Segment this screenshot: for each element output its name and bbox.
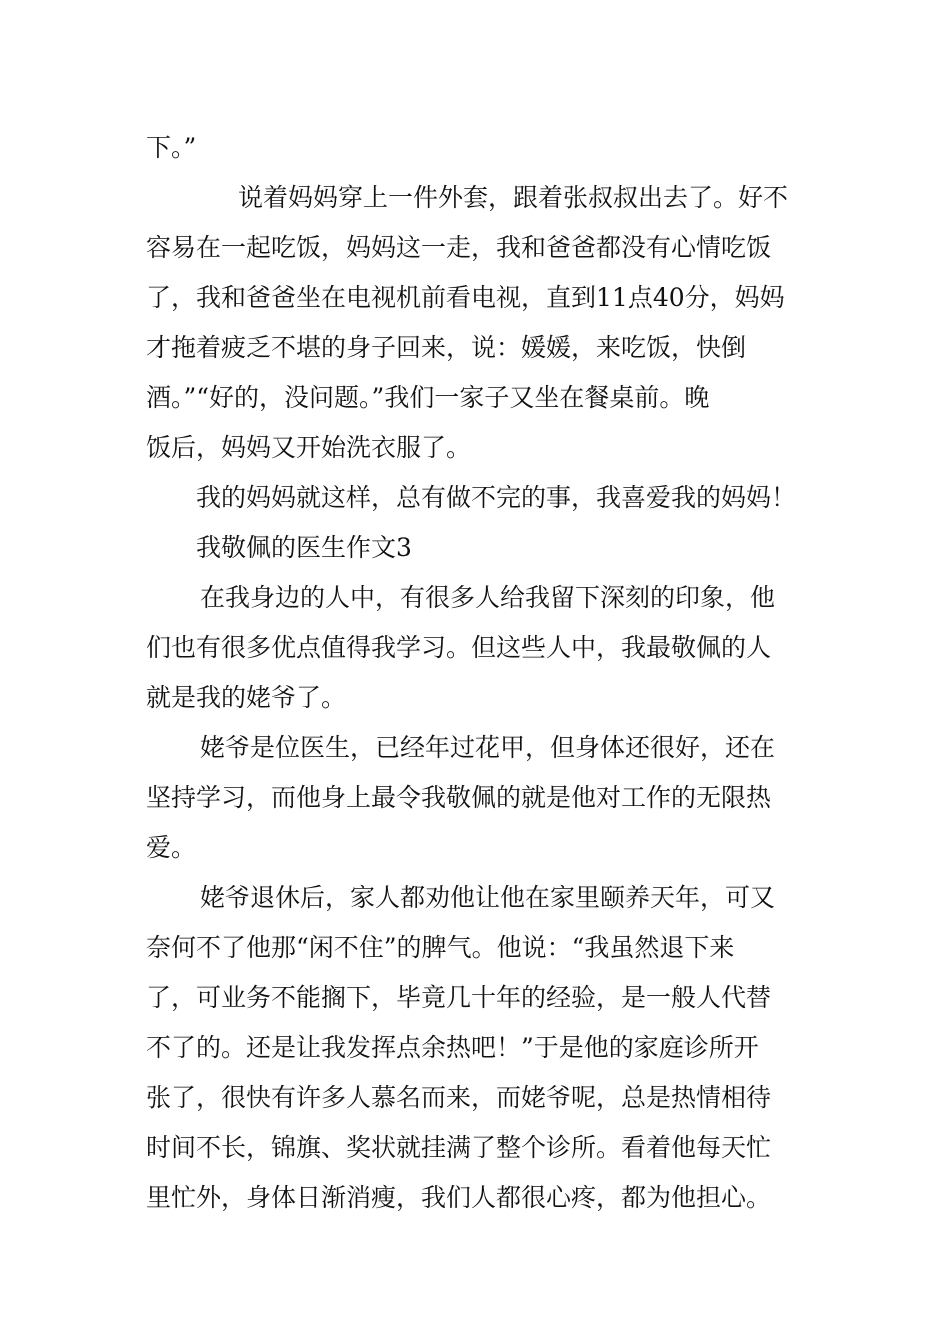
text-line-13: 姥爷是位医生，已经年过花甲，但身体还很好，还在 bbox=[200, 733, 776, 762]
text-line-4: 了，我和爸爸坐在电视机前看电视，直到11点40分，妈妈 bbox=[146, 283, 785, 312]
text-line-12: 就是我的姥爷了。 bbox=[146, 683, 347, 712]
section-heading: 我敬佩的医生作文3 bbox=[196, 533, 412, 562]
text-line-20: 张了，很快有许多人慕名而来，而姥爷呢，总是热情相待 bbox=[146, 1083, 772, 1112]
text-line-18: 了，可业务不能搁下，毕竟几十年的经验，是一般人代替 bbox=[146, 983, 772, 1012]
text-line-16: 姥爷退休后，家人都劝他让他在家里颐养天年，可又 bbox=[200, 883, 776, 912]
text-line-10: 在我身边的人中，有很多人给我留下深刻的印象，他 bbox=[200, 583, 776, 612]
text-line-2: 说着妈妈穿上一件外套，跟着张叔叔出去了。好不 bbox=[238, 183, 789, 212]
text-line-21: 时间不长，锦旗、奖状就挂满了整个诊所。看着他每天忙 bbox=[146, 1133, 772, 1162]
text-line-22: 里忙外，身体日渐消瘦，我们人都很心疼，都为他担心。 bbox=[146, 1183, 772, 1212]
text-line-17: 奈何不了他那“闲不住”的脾气。他说：“我虽然退下来 bbox=[146, 933, 735, 962]
text-line-8: 我的妈妈就这样，总有做不完的事，我喜爱我的妈妈！ bbox=[196, 483, 797, 512]
text-line-11: 们也有很多优点值得我学习。但这些人中，我最敬佩的人 bbox=[146, 633, 772, 662]
text-line-19: 不了的。还是让我发挥点余热吧！”于是他的家庭诊所开 bbox=[146, 1033, 759, 1062]
text-line-14: 坚持学习，而他身上最令我敬佩的就是他对工作的无限热 bbox=[146, 783, 772, 812]
text-line-15: 爱。 bbox=[146, 833, 197, 862]
document-body bbox=[146, 123, 810, 1223]
text-line-5: 才拖着疲乏不堪的身子回来，说：媛媛，来吃饭，快倒 bbox=[146, 333, 747, 362]
text-line-6: 酒。”“好的，没问题。”我们一家子又坐在餐桌前。晚 bbox=[146, 383, 710, 412]
text-line-7: 饭后，妈妈又开始洗衣服了。 bbox=[146, 433, 472, 462]
text-line-3: 容易在一起吃饭，妈妈这一走，我和爸爸都没有心情吃饭 bbox=[146, 233, 772, 262]
text-line-1: 下。” bbox=[146, 133, 197, 162]
